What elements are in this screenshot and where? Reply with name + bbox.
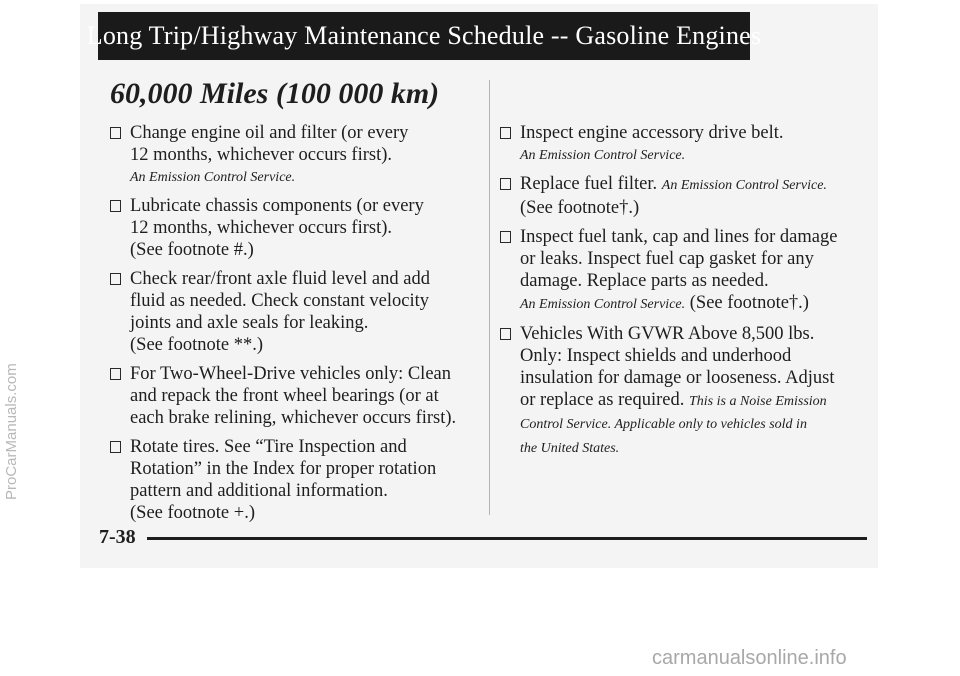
checklist-item (110, 363, 480, 429)
checkbox-icon[interactable] (500, 231, 511, 243)
checklist-item (500, 323, 872, 461)
item-text: insulation for damage or looseness. Adjust (520, 368, 835, 388)
item-text-row (520, 173, 872, 197)
emission-note: An Emission Control Service. (661, 178, 827, 193)
item-text: or replace as required. (520, 390, 685, 410)
item-text: joints and axle seals for leaking. (130, 313, 369, 333)
item-text: or leaks. Inspect fuel cap gasket for any (520, 249, 814, 269)
checklist-item (500, 173, 872, 219)
footer-rule (147, 537, 867, 540)
checklist-item (110, 122, 480, 188)
checkbox-icon[interactable] (110, 441, 121, 453)
item-text: (See footnote†.) (520, 198, 640, 218)
item-text: 12 months, whichever occurs first). (130, 145, 393, 165)
checkbox-icon[interactable] (110, 273, 121, 285)
item-text: Vehicles With GVWR Above 8,500 lbs. (520, 324, 815, 344)
checkbox-icon[interactable] (500, 328, 511, 340)
right-column (500, 122, 872, 468)
item-text: each brake relining, whichever occurs first). (130, 408, 457, 428)
item-text: 12 months, whichever occurs first). (130, 218, 393, 238)
schedule-title-banner (86, 12, 762, 60)
item-text: (See footnote **.) (130, 335, 264, 355)
item-text: Rotate tires. See “Tire Inspection and (130, 437, 407, 457)
checkbox-icon[interactable] (110, 127, 121, 139)
item-text: For Two-Wheel-Drive vehicles only: Clean (130, 364, 451, 384)
checklist-item (110, 195, 480, 261)
checklist-item (500, 122, 872, 166)
checklist-item (110, 436, 480, 524)
item-text: Lubricate chassis components (or every (130, 196, 424, 216)
item-text: Check rear/front axle fluid level and add (130, 269, 430, 289)
noise-emission-note: the United States. (520, 441, 620, 456)
noise-emission-note: This is a Noise Emission (688, 394, 827, 409)
checklist-item (110, 268, 480, 356)
item-text: Inspect engine accessory drive belt. (520, 123, 784, 143)
item-text: damage. Replace parts as needed. (520, 271, 769, 291)
item-text: fluid as needed. Check constant velocity (130, 291, 429, 311)
emission-note: An Emission Control Service. (130, 170, 296, 185)
section-heading: 60,000 Miles (100 000 km) (110, 77, 440, 110)
item-text: and repack the front wheel bearings (or at (130, 386, 439, 406)
emission-note: An Emission Control Service. (520, 148, 686, 163)
item-text-row (520, 389, 872, 413)
item-text-row (520, 292, 872, 316)
checkbox-icon[interactable] (110, 200, 121, 212)
column-divider (489, 80, 490, 515)
left-column (110, 122, 480, 531)
item-text: (See footnote #.) (130, 240, 254, 260)
checkbox-icon[interactable] (500, 178, 511, 190)
checklist-item (500, 226, 872, 316)
banner-title: Long Trip/Highway Maintenance Schedule -- Gasoline Engines (86, 21, 762, 50)
item-text: Replace fuel filter. (520, 174, 658, 194)
item-text: (See footnote +.) (130, 503, 255, 523)
item-text: Only: Inspect shields and underhood (520, 346, 792, 366)
checkbox-icon[interactable] (500, 127, 511, 139)
noise-emission-note: Control Service. Applicable only to vehicles sold in (520, 417, 807, 432)
item-text: Inspect fuel tank, cap and lines for damage (520, 227, 838, 247)
checkbox-icon[interactable] (110, 368, 121, 380)
footnote-ref: (See footnote†.) (689, 293, 809, 313)
bottom-watermark: carmanualsonline.info (652, 647, 847, 669)
emission-note: An Emission Control Service. (520, 297, 686, 312)
item-text: Change engine oil and filter (or every (130, 123, 409, 143)
item-text: pattern and additional information. (130, 481, 388, 501)
item-text: Rotation” in the Index for proper rotation (130, 459, 437, 479)
page-number: 7-38 (99, 526, 136, 548)
